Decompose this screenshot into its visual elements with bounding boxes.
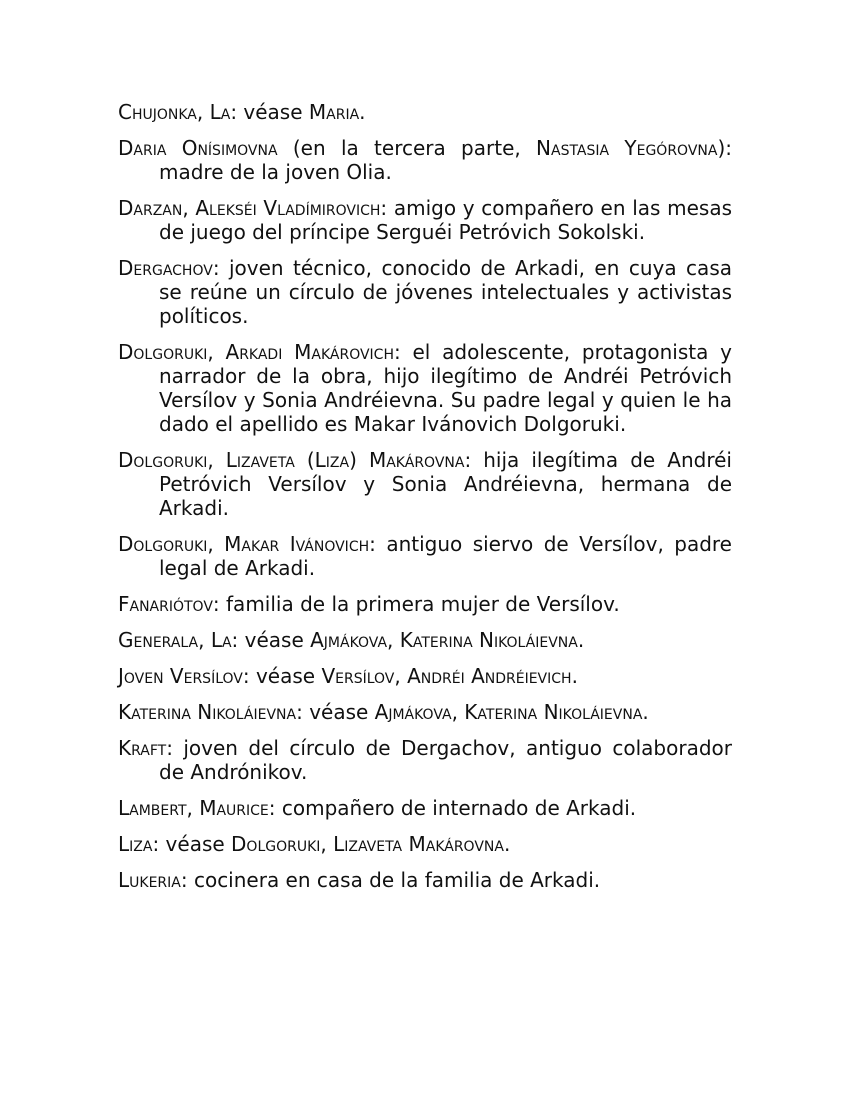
entry-text: : véase (296, 700, 375, 724)
entry-name: Lukeria (118, 868, 181, 892)
glossary-page (118, 100, 732, 904)
glossary-entry (118, 832, 732, 856)
entry-text: ): madre de la joven Olia. (159, 136, 732, 184)
glossary-entry (118, 196, 732, 244)
entry-name: Kraft (118, 736, 167, 760)
entry-name-alt: Nastasia Yegórovna (536, 136, 718, 160)
entry-name: Dolgoruki, Lizaveta (118, 448, 295, 472)
glossary-entry (118, 100, 732, 124)
entry-name: Liza (118, 832, 153, 856)
entry-text: : compañero de internado de Arkadi. (268, 796, 637, 820)
entry-name-part: Makárovna (368, 448, 465, 472)
glossary-entry (118, 532, 732, 580)
glossary-entry (118, 664, 732, 688)
entry-reference: Ajmákova, Katerina Nikoláievna (374, 700, 643, 724)
entry-name: Dolgoruki, Makar Ivánovich (118, 532, 370, 556)
entry-text: : joven del círculo de Dergachov, antiguo colaborador de Andrónikov. (159, 736, 732, 784)
entry-text: : familia de la primera mujer de Versílov. (212, 592, 620, 616)
entry-reference: Dolgoruki, Lizaveta Makárovna (231, 832, 504, 856)
entry-name: Katerina Nikoláievna (118, 700, 297, 724)
entry-text: : cocinera en casa de la familia de Arkadi. (180, 868, 601, 892)
entry-text: (en la tercera parte, (277, 136, 537, 160)
glossary-entry (118, 796, 732, 820)
entry-reference: Versílov, Andréi Andréievich (321, 664, 572, 688)
glossary-entry (118, 736, 732, 784)
entry-text: : hija ilegítima de Andréi Petróvich Versílov y Sonia Andréievna, hermana de Arkadi. (159, 448, 732, 520)
entry-text: . (359, 100, 366, 124)
entry-name: Darzan, Alekséi Vladímirovich (118, 196, 381, 220)
entry-text: . (571, 664, 578, 688)
entry-text: : antiguo siervo de Versílov, padre legal de Arkadi. (159, 532, 732, 580)
entry-text: : el adolescente, protagonista y narrador de la obra, hijo ilegítimo de Andréi Petróvich Versílov y Sonia Andréievna. Su padre legal y quien le ha dado el apellido es Makar Ivánovich Dolgoruki. (159, 340, 732, 436)
entry-text: . (577, 628, 585, 652)
entry-name: Lambert, Maurice (118, 796, 269, 820)
glossary-entry (118, 628, 732, 652)
entry-text: . (503, 832, 511, 856)
glossary-entry (118, 700, 732, 724)
entry-name: Fanariótov (118, 592, 213, 616)
entry-text: : véase (230, 100, 309, 124)
glossary-entry (118, 868, 732, 892)
entry-text: . (642, 700, 649, 724)
entry-name: Dolgoruki, Arkadi Makárovich (118, 340, 394, 364)
entry-text: : véase (231, 628, 311, 652)
entry-text: ) (349, 448, 369, 472)
entry-name: Joven Versílov (118, 664, 243, 688)
entry-name: Generala, La (118, 628, 232, 652)
entry-name-part: Liza (314, 448, 350, 472)
glossary-entry (118, 136, 732, 184)
glossary-entry (118, 592, 732, 616)
glossary-entry (118, 340, 732, 436)
entry-name: Daria Onísimovna (118, 136, 278, 160)
glossary-entry (118, 448, 732, 520)
entry-text: : véase (152, 832, 232, 856)
entry-reference: Ajmákova, Katerina Nikoláievna (310, 628, 578, 652)
entry-reference: Maria (308, 100, 360, 124)
entry-name: Dergachov (118, 256, 213, 280)
entry-text: : véase (242, 664, 322, 688)
glossary-entry (118, 256, 732, 328)
entry-text: : amigo y compañero en las mesas de juego del príncipe Serguéi Petróvich Sokolski. (159, 196, 732, 244)
entry-text: : joven técnico, conocido de Arkadi, en cuya casa se reúne un círculo de jóvenes intelectuales y activistas políticos. (159, 256, 732, 328)
entry-name: Chujonka, La (118, 100, 231, 124)
entry-text: ( (294, 448, 315, 472)
